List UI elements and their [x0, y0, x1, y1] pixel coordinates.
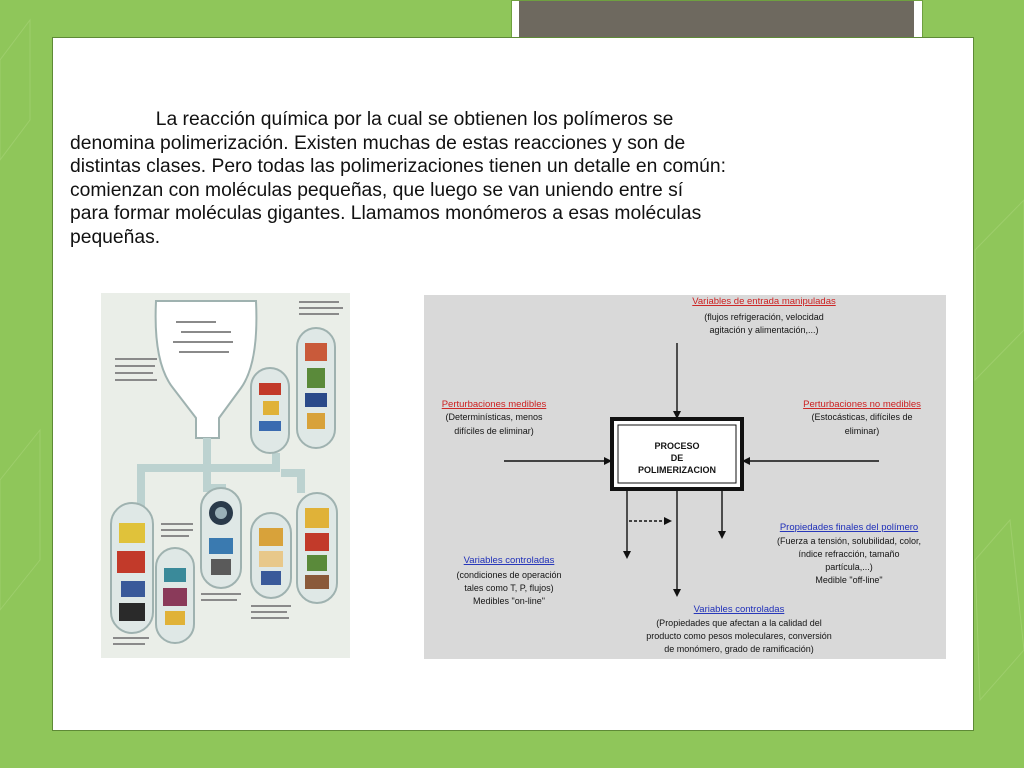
final-props-desc-3: partícula,...): [825, 562, 873, 572]
body-paragraph: La reacción química por la cual se obtienen los polímeros se denomina polimerización. Existen muchas de estas reacciones y son de distintas clases. Pero todas las polimerizaciones tienen un detalle en común: comienzan con moléculas pequeñas, que luego se van uniendo entre sí para formar moléculas gigantes. Llamamos monómeros a esas moléculas pequeñas.: [70, 109, 726, 248]
polymer-poster-image: [101, 293, 350, 658]
unmeasurable-dist-title: Perturbaciones no medibles: [803, 399, 921, 410]
process-label-3: POLIMERIZACION: [638, 465, 716, 475]
final-props-desc-2: índice refracción, tamaño: [798, 549, 900, 559]
measurable-dist-desc-1: (Determinísticas, menos: [445, 412, 543, 422]
final-props-desc-4: Medible "off-line": [815, 575, 883, 585]
controlled-vars-left-desc-1: (condiciones de operación: [456, 570, 562, 580]
measurable-dist-desc-2: difíciles de eliminar): [454, 426, 534, 436]
controlled-vars-bottom-desc-1: (Propiedades que afectan a la calidad del: [656, 618, 822, 628]
unmeasurable-dist-desc-2: eliminar): [844, 426, 880, 436]
controlled-vars-bottom-desc-2: producto como pesos moleculares, conversión: [646, 631, 832, 641]
controlled-vars-bottom-title: Variables controladas: [693, 604, 785, 615]
input-vars-desc-1: (flujos refrigeración, velocidad: [704, 312, 824, 322]
input-vars-title: Variables de entrada manipuladas: [692, 296, 836, 307]
final-props-title: Propiedades finales del polímero: [779, 522, 919, 533]
controlled-vars-left-title: Variables controladas: [463, 555, 555, 566]
final-props-desc-1: (Fuerza a tensión, solubilidad, color,: [776, 536, 922, 546]
process-label-2: DE: [670, 453, 684, 463]
controlled-vars-left-desc-2: tales como T, P, flujos): [464, 583, 554, 593]
polymerization-process-diagram: [424, 295, 946, 659]
unmeasurable-dist-desc-1: (Estocásticas, difíciles de: [811, 412, 913, 422]
controlled-vars-left-desc-3: Medibles "on-line": [473, 596, 545, 606]
process-label-1: PROCESO: [654, 441, 700, 451]
controlled-vars-bottom-desc-3: de monómero, grado de ramificación): [664, 644, 814, 654]
measurable-dist-title: Perturbaciones medibles: [441, 399, 547, 410]
input-vars-desc-2: agitación y alimentación,...): [709, 325, 819, 335]
